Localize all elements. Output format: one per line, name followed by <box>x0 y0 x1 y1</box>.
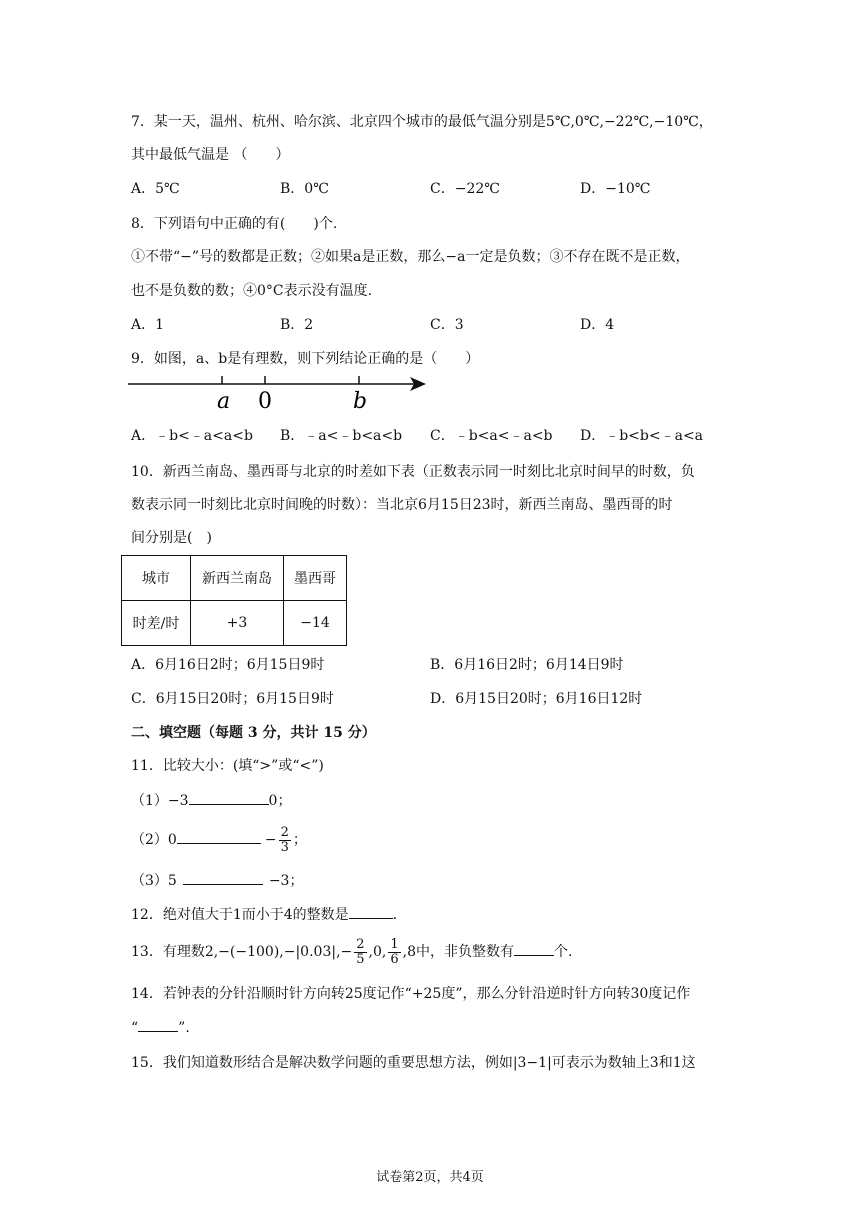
table-cell-label: 时差/时 <box>122 601 191 646</box>
label-zero: 0 <box>258 389 272 414</box>
q14-line2 <box>131 1017 190 1038</box>
fraction-numerator: 1 <box>390 936 399 952</box>
q10-option-b: B．6月16日2时；6月14日9时 <box>430 657 624 673</box>
q9-option-d: D．﹣b<b<﹣a<a <box>580 428 704 444</box>
q8-option-a: A．1 <box>131 317 165 333</box>
q8-option-c: C．3 <box>430 317 464 333</box>
q11-part1-blank[interactable] <box>189 790 269 805</box>
fraction-numerator: 2 <box>356 936 365 952</box>
table-cell-nz: +3 <box>191 601 284 646</box>
label-a: a <box>217 389 231 414</box>
q13-blank[interactable] <box>514 941 554 956</box>
fraction-denominator: 6 <box>390 951 399 967</box>
q11-part2-suffix: ； <box>292 832 307 848</box>
q14-blank[interactable] <box>138 1017 178 1032</box>
q10-line3: 间分别是( ) <box>131 530 212 546</box>
q11-part2-sign: − <box>264 832 277 848</box>
q9-option-a: A．﹣b<﹣a<a<b <box>131 428 253 444</box>
q11-part3 <box>131 870 303 891</box>
q10-line1: 10．新西兰南岛、墨西哥与北京的时差如下表（正数表示同一时刻比北京时间早的时数，负 <box>131 464 695 480</box>
q8-line1: 8．下列语句中正确的有( )个. <box>131 216 338 232</box>
q10-option-d: D．6月15日20时；6月16日12时 <box>430 691 643 707</box>
q11-part2 <box>131 820 307 860</box>
table-header-city: 城市 <box>122 556 191 601</box>
q13-after: ,8中，非负整数有 <box>402 944 514 960</box>
table-header-nz: 新西兰南岛 <box>191 556 284 601</box>
q11-part1 <box>131 790 291 811</box>
q14-close-quote: ”. <box>178 1020 190 1036</box>
number-line-figure <box>128 368 428 416</box>
q11-part2-prefix: （2）0 <box>131 832 177 848</box>
q10-option-c: C．6月15日20时；6月15日9时 <box>131 691 334 707</box>
q12-blank[interactable] <box>349 904 393 919</box>
section-title: 二、填空题（每题 3 分，共计 15 分） <box>131 725 376 741</box>
q15-line1: 15．我们知道数形结合是解决数学问题的重要思想方法，例如|3−1|可表示为数轴上3和1这 <box>131 1055 696 1071</box>
q11-part3-prefix: （3）5 <box>131 873 177 889</box>
fraction-denominator: 5 <box>356 951 365 967</box>
q8-line3: 也不是负数的数；④0°C表示没有温度. <box>131 283 373 299</box>
q11-part2-blank[interactable] <box>177 829 261 844</box>
table-header-mexico: 墨西哥 <box>284 556 347 601</box>
q13-suffix: 个. <box>553 944 573 960</box>
q12-prefix: 12．绝对值大于1而小于4的整数是 <box>131 907 349 923</box>
q7-option-b: B．0℃ <box>280 181 329 197</box>
q11-fraction <box>279 826 291 855</box>
q11-line1: 11．比较大小：(填“>”或“<”) <box>131 758 324 774</box>
page-footer: 试卷第2页，共4页 <box>376 1170 484 1185</box>
fraction-denominator: 3 <box>280 839 289 855</box>
q11-part3-blank[interactable] <box>183 870 263 885</box>
q13-line <box>131 932 572 972</box>
label-b: b <box>353 389 368 414</box>
table-cell-mexico: −14 <box>284 601 347 646</box>
q8-option-d: D．4 <box>580 317 615 333</box>
q8-line2: ①不带“−”号的数都是正数；②如果a是正数，那么−a一定是负数；③不存在既不是正数， <box>131 249 690 265</box>
q7-line2: 其中最低气温是 （ ） <box>131 147 290 163</box>
q9-option-b: B．﹣a<﹣b<a<b <box>280 428 403 444</box>
q7-line1: 7．某一天，温州、杭州、哈尔滨、北京四个城市的最低气温分别是5℃,0℃,−22℃,−10℃， <box>131 114 713 130</box>
q13-fraction-1 <box>354 938 366 967</box>
q11-part3-suffix: −3； <box>268 873 304 889</box>
table-row <box>122 556 347 601</box>
q13-fraction-2 <box>388 938 400 967</box>
q12-line <box>131 904 397 925</box>
q11-part1-suffix: 0； <box>268 793 292 809</box>
q14-open-quote: “ <box>131 1020 139 1036</box>
q9-option-c: C．﹣b<a<﹣a<b <box>430 428 553 444</box>
q10-line2: 数表示同一时刻比北京时间晚的时数）：当北京6月15日23时，新西兰南岛、墨西哥的时 <box>131 497 673 513</box>
q11-part1-prefix: （1）−3 <box>131 793 189 809</box>
q7-option-c: C．−22℃ <box>430 181 500 197</box>
q13-prefix: 13．有理数2,−(−100),−|0.03|,− <box>131 944 353 960</box>
q13-mid: ,0, <box>368 944 387 960</box>
time-difference-table <box>121 555 347 646</box>
q9-line1: 9．如图，a、b是有理数，则下列结论正确的是（ ） <box>131 351 480 367</box>
q14-line1: 14．若钟表的分针沿顺时针方向转25度记作“+25度”，那么分针沿逆时针方向转30度记作 <box>131 986 691 1002</box>
table-row <box>122 601 347 646</box>
q10-option-a: A．6月16日2时；6月15日9时 <box>131 657 325 673</box>
q12-suffix: . <box>392 907 398 923</box>
q7-option-d: D．−10℃ <box>580 181 651 197</box>
q8-option-b: B．2 <box>280 317 314 333</box>
fraction-numerator: 2 <box>280 824 289 840</box>
q7-option-a: A．5℃ <box>131 181 180 197</box>
